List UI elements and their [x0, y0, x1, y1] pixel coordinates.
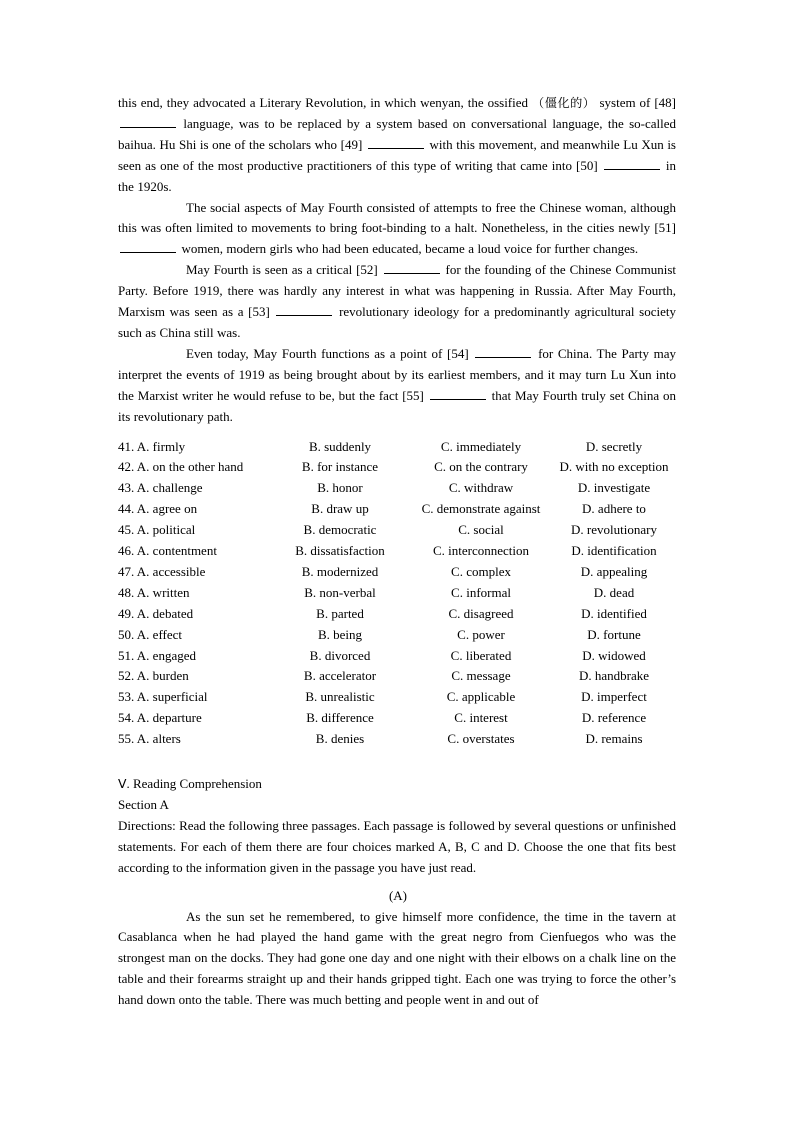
option-choice-a[interactable]: 47. A. accessible — [118, 563, 206, 579]
paragraph: this end, they advocated a Literary Revolution, in which wenyan, the ossified （僵化的） system of [48] language, was to be replaced by a system based on conversational language, the so-called baihua. Hu Shi is one of the scholars who [49] with this movement, and meanwhile Lu Xun is seen as one of the most productive practitioners of this type of writing that came into [50] in the 1920s. — [118, 95, 677, 194]
answer-blank — [276, 304, 332, 316]
question-number: 41. — [118, 438, 137, 454]
option-row — [118, 478, 676, 499]
cloze-passage-block — [118, 93, 676, 428]
option-choice-c[interactable]: C. on the contrary — [434, 459, 528, 475]
option-choice-a[interactable]: 53. A. superficial — [118, 689, 208, 705]
option-choice-a[interactable]: 51. A. engaged — [118, 647, 196, 663]
option-row — [118, 520, 676, 541]
option-row — [118, 437, 676, 458]
option-choice-a[interactable]: 52. A. burden — [118, 668, 189, 684]
option-choice-d[interactable]: D. adhere to — [582, 501, 646, 517]
option-row — [118, 604, 676, 625]
option-choice-a[interactable]: 48. A. written — [118, 584, 190, 600]
page-content — [118, 93, 676, 1011]
spacer — [118, 879, 676, 886]
option-row — [118, 583, 676, 604]
option-row — [118, 625, 676, 646]
option-choice-a[interactable]: 50. A. effect — [118, 626, 183, 642]
option-choice-d[interactable]: D. with no exception — [559, 459, 669, 475]
option-row — [118, 541, 676, 562]
option-choice-b[interactable]: B. being — [317, 626, 363, 642]
option-row — [118, 562, 676, 583]
question-number: 47. — [118, 563, 137, 579]
question-number: 44. — [118, 501, 137, 517]
section-numeral: Ⅴ — [118, 776, 127, 792]
option-choice-a[interactable]: 49. A. debated — [118, 605, 194, 621]
paragraph: Even today, May Fourth functions as a point of [54] for China. The Party may interpret the events of 1919 as being brought about by its earliest members, and it may turn Lu Xun into the Marxist writer he would refuse to be, but the fact [55] that May Fourth truly set China on its revolutionary path. — [118, 345, 676, 424]
reading-comprehension-section — [118, 774, 676, 1011]
option-choice-b[interactable]: B. difference — [306, 710, 374, 726]
option-choice-a[interactable]: 45. A. political — [118, 522, 196, 538]
paragraph: May Fourth is seen as a critical [52] for the founding of the Chinese Communist Party. Before 1919, there was hardly any interest in what was happening in Russia. After May Fourth, Marxism was seen as a [53] revolutionary ideology for a predominantly agricultural society such as China still was. — [118, 262, 677, 340]
option-choice-d[interactable]: D. appealing — [580, 563, 648, 579]
answer-blank — [384, 263, 440, 275]
option-choice-c[interactable]: C. demonstrate against — [421, 501, 541, 517]
answer-blank — [120, 116, 176, 128]
option-choice-a[interactable]: 43. A. challenge — [118, 480, 203, 496]
option-row — [118, 499, 676, 520]
question-number: 49. — [118, 605, 137, 621]
question-number: 48. — [118, 584, 137, 600]
question-number: 52. — [118, 668, 137, 684]
option-choice-d[interactable]: D. investigate — [577, 480, 651, 496]
option-choice-a[interactable]: 41. A. firmly — [118, 438, 186, 454]
option-choice-a[interactable]: 46. A. contentment — [118, 543, 217, 559]
option-row — [118, 687, 676, 708]
option-choice-d[interactable]: D. remains — [585, 731, 643, 747]
option-choice-d[interactable]: D. imperfect — [581, 689, 647, 705]
option-choice-b[interactable]: B. honor — [317, 480, 363, 496]
option-choice-c[interactable]: C. interconnection — [432, 543, 530, 559]
question-number: 55. — [118, 731, 137, 747]
question-number: 45. — [118, 522, 137, 538]
option-choice-b[interactable]: B. for instance — [301, 459, 379, 475]
question-options-list — [118, 437, 676, 751]
answer-blank — [430, 388, 486, 400]
option-choice-a[interactable]: 55. A. alters — [118, 731, 181, 747]
option-choice-b[interactable]: B. accelerator — [303, 668, 377, 684]
option-choice-b[interactable]: B. dissatisfaction — [295, 543, 385, 559]
option-choice-c[interactable]: C. overstates — [447, 731, 515, 747]
option-choice-c[interactable]: C. disagreed — [448, 605, 514, 621]
option-row — [118, 708, 676, 729]
chinese-gloss: （僵化的） — [532, 96, 596, 110]
option-row — [118, 457, 676, 478]
option-choice-b[interactable]: B. modernized — [301, 563, 379, 579]
option-choice-b[interactable]: B. suddenly — [308, 438, 372, 454]
option-choice-c[interactable]: C. immediately — [440, 438, 522, 454]
passage-label: (A) — [388, 887, 408, 903]
subsection-label: Section A — [118, 797, 169, 812]
passage-body: As the sun set he remembered, to give himself more confidence, the time in the tavern at Casablanca when he had played the hand game with the great negro from Cienfuegos who was the strongest man on the docks. They had gone one day and one night with their elbows on a chalk line on the table and their forearms straight up and their hands gripped tight. Each one was trying to force the other’s hand down onto the table. There was much betting and people went in and out of — [118, 908, 676, 1008]
option-row — [118, 666, 676, 687]
paragraph: The social aspects of May Fourth consisted of attempts to free the Chinese woman, although this was often limited to movements to bring foot-binding to a halt. Nonetheless, in the cities newly [51] women, modern girls who had been educated, became a loud voice for further changes. — [118, 199, 676, 257]
option-choice-a[interactable]: 54. A. departure — [118, 710, 202, 726]
option-choice-d[interactable]: D. handbrake — [578, 668, 650, 684]
answer-blank — [604, 158, 660, 170]
option-choice-b[interactable]: B. draw up — [311, 501, 369, 517]
option-choice-d[interactable]: D. dead — [593, 584, 635, 600]
question-number: 51. — [118, 647, 137, 663]
option-choice-b[interactable]: B. denies — [315, 731, 365, 747]
option-choice-b[interactable]: B. parted — [316, 605, 364, 621]
question-number: 43. — [118, 480, 137, 496]
option-choice-c[interactable]: C. informal — [451, 584, 511, 600]
option-choice-c[interactable]: C. message — [451, 668, 511, 684]
section-heading-title: . Reading Comprehension — [126, 776, 262, 792]
option-choice-d[interactable]: D. revolutionary — [571, 522, 657, 538]
option-choice-c[interactable]: C. interest — [454, 710, 508, 726]
question-number: 54. — [118, 710, 137, 726]
answer-blank — [475, 346, 531, 358]
option-choice-a[interactable]: 42. A. on the other hand — [118, 459, 244, 475]
option-choice-b[interactable]: B. democratic — [303, 522, 377, 538]
option-choice-a[interactable]: 44. A. agree on — [118, 501, 198, 517]
option-choice-c[interactable]: C. social — [458, 522, 504, 538]
option-choice-d[interactable]: D. reference — [581, 710, 647, 726]
option-choice-d[interactable]: D. identified — [581, 605, 647, 621]
option-choice-c[interactable]: C. complex — [451, 563, 511, 579]
option-choice-c[interactable]: C. power — [457, 626, 505, 642]
option-choice-b[interactable]: B. unrealistic — [305, 689, 375, 705]
option-row — [118, 646, 676, 667]
option-choice-b[interactable]: B. divorced — [309, 647, 371, 663]
option-choice-c[interactable]: C. withdraw — [448, 480, 514, 496]
answer-blank — [368, 137, 424, 149]
option-choice-d[interactable]: D. identification — [571, 543, 657, 559]
question-number: 50. — [118, 626, 137, 642]
option-choice-c[interactable]: C. liberated — [450, 647, 512, 663]
option-choice-d[interactable]: D. widowed — [582, 647, 646, 663]
section-heading — [118, 774, 676, 795]
option-choice-d[interactable]: D. secretly — [585, 438, 643, 454]
option-row — [118, 729, 676, 750]
question-number: 42. — [118, 459, 137, 475]
answer-blank — [120, 242, 176, 254]
directions-text: Directions: Read the following three passages. Each passage is followed by several questions or unfinished statements. For each of them there are four choices marked A, B, C and D. Choose the one that fits best according to the information given in the passage you have just read. — [118, 817, 676, 875]
option-choice-b[interactable]: B. non-verbal — [304, 584, 376, 600]
question-number: 46. — [118, 543, 137, 559]
option-choice-d[interactable]: D. fortune — [587, 626, 641, 642]
question-number: 53. — [118, 689, 137, 705]
option-choice-c[interactable]: C. applicable — [446, 689, 516, 705]
